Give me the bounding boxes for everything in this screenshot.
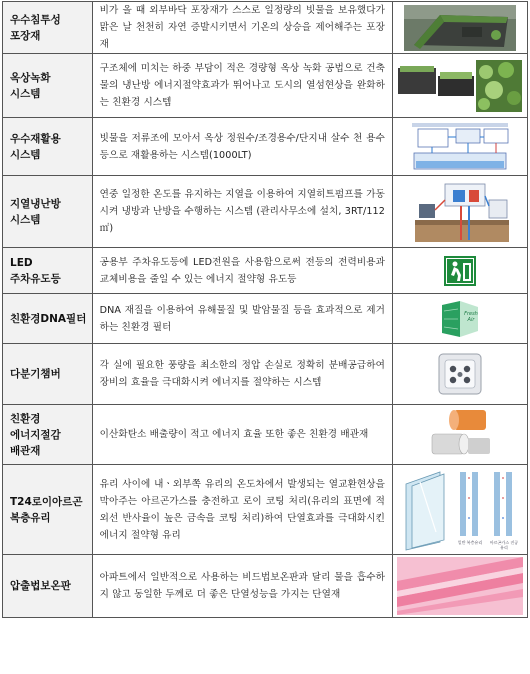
table-row [3, 176, 528, 248]
table-row [3, 54, 528, 118]
table-row [3, 465, 528, 555]
geothermal-diagram [405, 180, 515, 244]
row-label: 압출법보온판 [3, 555, 93, 618]
row-description: DNA 재질을 이용하여 유해물질 및 발암물질 등을 효과적으로 제거하는 친환경 필터 [92, 294, 392, 344]
row-description: 유리 사이에 내ㆍ외부쪽 유리의 온도차에서 발생되는 열교환현상을 막아주는 아르곤가스를 충전하고 로이 코팅 처리(유리의 표면에 적외선 반사율이 높은 금속을 코팅 처리)하여 단열효과를 극대화시킨 에너지 절약형 유리 [92, 465, 392, 555]
table-row [3, 344, 528, 405]
row-label: 우수재활용 시스템 [3, 118, 93, 176]
glass-caption-right: 아르곤가스 진공유리 [489, 539, 519, 550]
row-description: 공용부 주차유도등에 LED전원을 사용함으로써 전등의 전력비용과 교체비용을 줄일 수 있는 에너지 절약형 유도등 [92, 248, 392, 294]
glass-caption-left: 일반 복층유리 [457, 539, 483, 545]
row-description: 이산화탄소 배출량이 적고 에너지 효율 또한 좋은 친환경 배관재 [92, 405, 392, 465]
table-row [3, 2, 528, 54]
table-row [3, 405, 528, 465]
row-label: 옥상녹화 시스템 [3, 54, 93, 118]
table-row [3, 248, 528, 294]
permeable-paving-photo [404, 5, 516, 51]
insulation-board-photo [397, 557, 523, 615]
row-label: 지열냉난방 시스템 [3, 176, 93, 248]
row-description: 비가 올 때 외부바닥 포장재가 스스로 일정량의 빗물을 보유했다가 맑은 날 천천히 자연 증발시키면서 기온의 상승을 제어해주는 포장재 [92, 2, 392, 54]
row-description: 연중 일정한 온도를 유지하는 지열을 이용하여 지열히트펌프를 가동시켜 냉방과 난방을 수행하는 시스템 (관리사무소에 설치, 3RT/112㎡) [92, 176, 392, 248]
low-e-glass-diagram [400, 468, 520, 552]
fresh-air-label: Fresh Air [464, 310, 478, 323]
row-image-cell [392, 54, 527, 118]
pipe-material-photo [424, 408, 496, 462]
row-image-cell [392, 2, 527, 54]
green-technology-table [2, 1, 528, 618]
row-label: 우수침투성 포장재 [3, 2, 93, 54]
row-description: 각 실에 필요한 풍량을 최소한의 정압 손실로 정확히 분배공급하여 장비의 효율을 극대화시켜 에너지를 절약하는 시스템 [92, 344, 392, 405]
row-image-cell [392, 555, 527, 618]
row-image-cell [392, 294, 527, 344]
row-description: 아파트에서 일반적으로 사용하는 비드법보온판과 달리 물을 흡수하지 않고 동일한 두께로 더 좋은 단열성능을 가지는 단열재 [92, 555, 392, 618]
row-label: 다분기챔버 [3, 344, 93, 405]
row-image-cell [392, 176, 527, 248]
row-image-cell [392, 405, 527, 465]
row-image-cell [392, 465, 527, 555]
dna-filter-icon [438, 299, 482, 339]
table-row [3, 118, 528, 176]
rainwater-system-diagram [404, 121, 516, 173]
row-label: 친환경 에너지절감 배관재 [3, 405, 93, 465]
row-image-cell [392, 118, 527, 176]
row-description: 빗물을 저류조에 모아서 옥상 정원수/조경용수/단지내 살수 천 용수 등으로 재활용하는 시스템(1000LT) [92, 118, 392, 176]
rooftop-greening-photo [396, 58, 524, 114]
row-label: T24로이아르곤 복층유리 [3, 465, 93, 555]
table-row [3, 294, 528, 344]
table-row [3, 555, 528, 618]
row-image-cell [392, 248, 527, 294]
row-image-cell [392, 344, 527, 405]
led-exit-sign-icon [443, 253, 477, 289]
row-label: 친환경DNA필터 [3, 294, 93, 344]
row-description: 구조체에 미치는 하중 부담이 적은 경량형 옥상 녹화 공법으로 건축물의 냉난방 에너지절약효과가 뛰어나고 도시의 열섬현상을 완화하는 친환경 시스템 [92, 54, 392, 118]
multi-branch-chamber-photo [431, 348, 489, 400]
row-label: LED 주차유도등 [3, 248, 93, 294]
